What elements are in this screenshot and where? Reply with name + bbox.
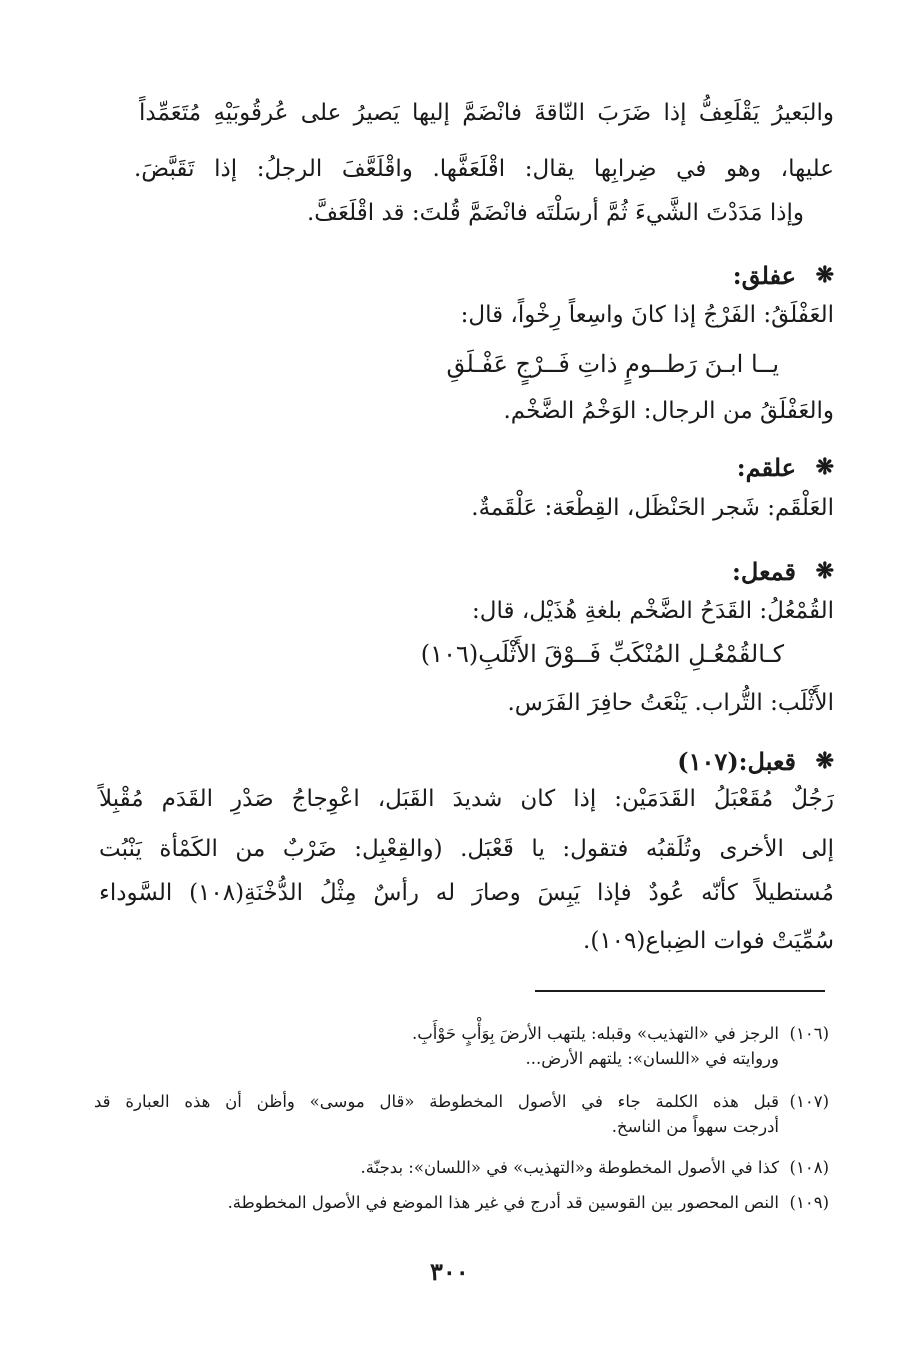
footnote-text: كذا في الأصول المخطوطة و«التهذيب» في «اللسان»: بدجنّة. (360, 1158, 779, 1177)
text-line: القُمْعُلُ: القَدَحُ الضَّخْم بلغةِ هُذَيْل، قال: (472, 598, 834, 624)
footnote-number: (١٠٧) (789, 1092, 829, 1111)
text-line: والبَعيرُ يَقْلَعِفُّ إذا ضَرَبَ النّاقةَ فانْضَمَّ إليها يَصيرُ على عُرقُوبَيْهِ مُتَعَمِّداً (139, 100, 834, 126)
text-line: رَجُلٌ مُقَعْبَلُ القَدَمَيْن: إذا كان شديدَ القَبَل، اعْوِجاجُ صَدْرِ القَدَم مُقْبِلاً (99, 786, 834, 812)
footnote-text: النص المحصور بين القوسين قد أدرج في غير هذا الموضع في الأصول المخطوطة. (227, 1193, 779, 1212)
footnote (94, 1092, 829, 1137)
entry-heading-text: عفلق: (732, 261, 796, 290)
asterisk-flower-icon: ❋ (815, 454, 834, 480)
footnote-text: الرجز في «التهذيب» وقبله: يلتهب الأرضَ بِوَأْبٍ حَوْأَبِ. (412, 1024, 779, 1043)
footnote-text: أدرجت سهواً من الناسخ. (611, 1116, 779, 1136)
text-line: والعَفْلَقُ من الرجال: الوَخْمُ الضَّخْم. (503, 398, 834, 424)
asterisk-flower-icon: ❋ (815, 558, 834, 584)
entry-heading-text: علقم: (736, 453, 796, 482)
text-line: إلى الأخرى وتُلَقبُه فتقول: يا قَعْبَل. (والقِعْبِل: ضَرْبٌ من الكَمْأة يَنْبُت (99, 836, 834, 862)
asterisk-flower-icon: ❋ (815, 262, 834, 288)
entry-heading-text: قعبل:(١٠٧) (677, 747, 796, 776)
footnote-number: (١٠٩) (789, 1193, 829, 1212)
text-line: العَفْلَقُ: الفَرْجُ إذا كانَ واسِعاً رِخْواً، قال: (460, 302, 834, 328)
footnote (94, 1024, 829, 1069)
page-number: ٣٠٠ (430, 1257, 469, 1286)
verse-line: يــا ابـنَ رَطــومٍ ذاتِ فَــرْجٍ عَفْـلَقِ (446, 350, 779, 378)
asterisk-flower-icon: ❋ (815, 748, 834, 774)
footnote-separator (535, 990, 825, 992)
text-line: العَلْقَم: شَجر الحَنْظَل، القِطْعَة: عَلْقَمةٌ. (471, 495, 834, 521)
text-line: سُمِّيَتْ فوات الضِباع(١٠٩). (583, 928, 834, 954)
footnote (94, 1158, 829, 1179)
footnote-number: (١٠٦) (789, 1024, 829, 1043)
text-line: وإذا مَدَدْتَ الشَّيءَ ثُمَّ أرسَلْتَه فانْضَمَّ قُلتَ: قد اقْلَعَفَّ. (306, 200, 804, 226)
verse-line: كـالقُمْعُـلِ المُنْكَبِّ فَــوْقَ الأَثْلَبِ(١٠٦) (420, 640, 784, 668)
footnote-text: وروايته في «اللسان»: يلتهم الأرض... (525, 1048, 779, 1068)
text-line: مُستطيلاً كأنّه عُودٌ فإذا يَبِسَ وصارَ له رأسٌ مِثْلُ الدُّخْنَةِ(١٠٨) السَّوداء (99, 880, 834, 906)
footnote-text: قبل هذه الكلمة جاء في الأصول المخطوطة «قال موسى» وأظن أن هذه العبارة قد (94, 1092, 779, 1111)
footnote (94, 1193, 829, 1214)
entry-heading-text: قمعل: (732, 557, 796, 586)
text-line: عليها، وهو في ضِرابِها يقال: اقْلَعَفَّها. واقْلَعَّفَ الرجلُ: إذا تَقَبَّضَ. (134, 156, 834, 182)
text-line: الأَثْلَب: التُّراب. يَنْعَتُ حافِرَ الفَرَس. (507, 690, 834, 716)
footnote-number: (١٠٨) (789, 1158, 829, 1177)
